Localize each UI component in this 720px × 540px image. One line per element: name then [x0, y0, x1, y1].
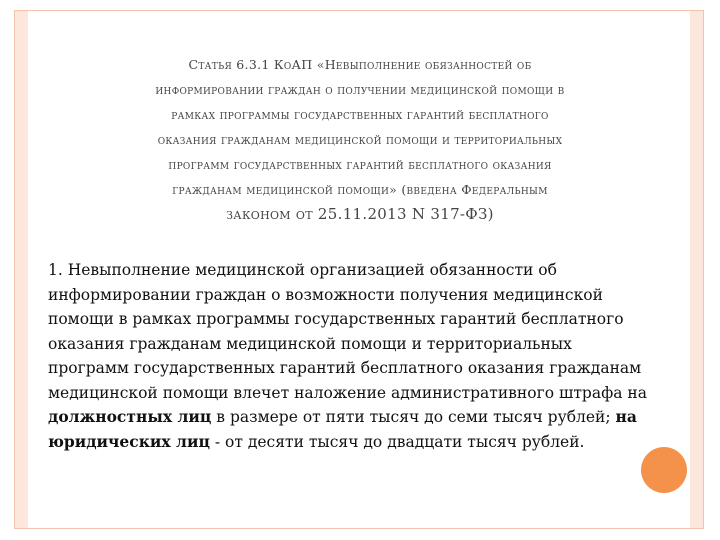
- body-text-part: 1. Невыполнение медицинской организацией обязанности об информировании граждан о возможности получения медицинской помощи в рамках программы государственных гарантий бесплатного оказания гражданам медицинской помощи и территориальных программ государственных гарантий бесплатного оказания гражданам медицинской помощи влечет наложение административного штрафа на: [48, 261, 647, 402]
- orange-circle-decor: [641, 447, 687, 493]
- title-line: оказания гражданам медицинской помощи и территориальных: [157, 132, 563, 147]
- slide-title: [40, 52, 680, 227]
- title-line: программ государственных гарантий бесплатного оказания: [168, 157, 552, 172]
- title-line: рамках программы государственных гарантий бесплатного: [171, 107, 549, 122]
- slide-body-text: [48, 258, 648, 454]
- body-bold-legal-entities: на юридических лиц: [48, 407, 637, 451]
- title-line: Статья 6.3.1 КоАП «Невыполнение обязанностей об: [188, 57, 532, 72]
- title-line: законом от 25.11.2013 N 317-ФЗ): [226, 205, 494, 223]
- body-text-part: в размере от пяти тысяч до семи тысяч рублей;: [211, 408, 616, 426]
- title-line: гражданам медицинской помощи» (введена Федеральным: [172, 182, 548, 197]
- title-line: информировании граждан о получении медицинской помощи в: [155, 82, 565, 97]
- body-bold-officials: должностных лиц: [48, 407, 212, 426]
- body-text-part: - от десяти тысяч до двадцати тысяч рублей.: [209, 432, 585, 451]
